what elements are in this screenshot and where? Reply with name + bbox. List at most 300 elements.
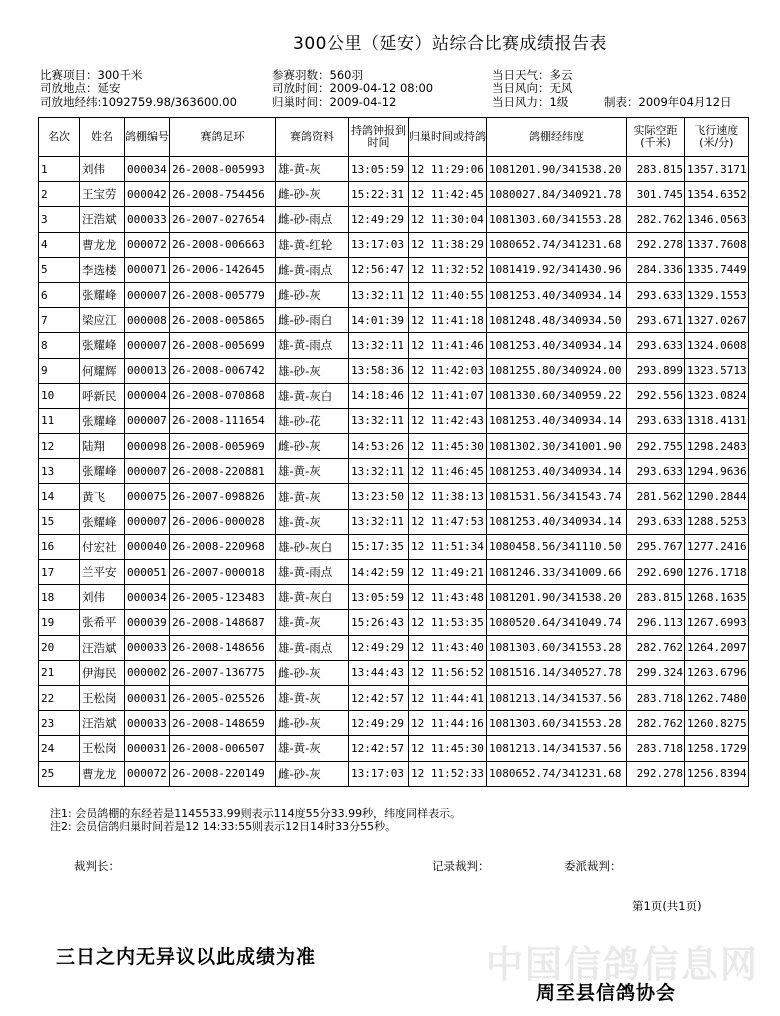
col-header-return-time: 归巢时间或持鸽 bbox=[409, 118, 487, 157]
cell-return-time: 12 11:41:18 bbox=[409, 308, 487, 333]
cell-clock-time: 13:17:03 bbox=[349, 232, 409, 257]
cell-clock-time: 13:05:59 bbox=[349, 585, 409, 610]
cell-clock-time: 14:53:26 bbox=[349, 434, 409, 459]
cell-speed: 1260.8275 bbox=[685, 711, 749, 736]
cell-loft-coords: 1081248.48/340934.50 bbox=[487, 308, 627, 333]
cell-distance: 282.762 bbox=[627, 635, 685, 660]
cell-distance: 293.633 bbox=[627, 509, 685, 534]
table-row bbox=[39, 560, 749, 585]
cell-loft-id: 000008 bbox=[125, 308, 170, 333]
cell-loft-id: 000075 bbox=[125, 484, 170, 509]
cell-rank: 10 bbox=[39, 383, 80, 408]
cell-rank: 14 bbox=[39, 484, 80, 509]
cell-loft-coords: 1081213.14/341537.56 bbox=[487, 685, 627, 710]
association-name: 周至县信鸽协会 bbox=[536, 982, 677, 1004]
cell-loft-id: 000033 bbox=[125, 711, 170, 736]
cell-distance: 293.671 bbox=[627, 308, 685, 333]
cell-return-time: 12 11:56:52 bbox=[409, 660, 487, 685]
cell-clock-time: 15:17:35 bbox=[349, 534, 409, 559]
cell-distance: 284.336 bbox=[627, 257, 685, 282]
cell-rank: 6 bbox=[39, 282, 80, 307]
cell-speed: 1324.0608 bbox=[685, 333, 749, 358]
table-row bbox=[39, 459, 749, 484]
info-weather: 当日天气：多云 bbox=[492, 68, 573, 82]
table-header-row bbox=[39, 118, 749, 157]
cell-loft-id: 000031 bbox=[125, 736, 170, 761]
cell-clock-time: 13:05:59 bbox=[349, 157, 409, 182]
cell-loft-coords: 1081516.14/340527.78 bbox=[487, 660, 627, 685]
cell-ring: 26-2008-006742 bbox=[170, 358, 276, 383]
cell-return-time: 12 11:41:07 bbox=[409, 383, 487, 408]
cell-pigeon-info: 雄-黄-灰 bbox=[276, 736, 349, 761]
cell-distance: 293.633 bbox=[627, 333, 685, 358]
cell-loft-id: 000013 bbox=[125, 358, 170, 383]
cell-loft-coords: 1081303.60/341553.28 bbox=[487, 635, 627, 660]
cell-name: 张希平 bbox=[80, 610, 125, 635]
cell-return-time: 12 11:51:34 bbox=[409, 534, 487, 559]
table-row bbox=[39, 232, 749, 257]
cell-clock-time: 12:49:29 bbox=[349, 711, 409, 736]
cell-name: 呼新民 bbox=[80, 383, 125, 408]
cell-loft-id: 000072 bbox=[125, 232, 170, 257]
cell-speed: 1263.6796 bbox=[685, 660, 749, 685]
cell-clock-time: 14:42:59 bbox=[349, 560, 409, 585]
cell-ring: 26-2008-148656 bbox=[170, 635, 276, 660]
cell-return-time: 12 11:52:33 bbox=[409, 761, 487, 786]
cell-return-time: 12 11:38:29 bbox=[409, 232, 487, 257]
cell-speed: 1256.8394 bbox=[685, 761, 749, 786]
cell-loft-coords: 1081303.60/341553.28 bbox=[487, 711, 627, 736]
table-row bbox=[39, 610, 749, 635]
cell-loft-coords: 1080458.56/341110.50 bbox=[487, 534, 627, 559]
cell-ring: 26-2008-005699 bbox=[170, 333, 276, 358]
cell-speed: 1323.0824 bbox=[685, 383, 749, 408]
cell-loft-coords: 1080652.74/341231.68 bbox=[487, 232, 627, 257]
cell-ring: 26-2005-025526 bbox=[170, 685, 276, 710]
cell-rank: 8 bbox=[39, 333, 80, 358]
cell-loft-coords: 1081303.60/341553.28 bbox=[487, 207, 627, 232]
cell-ring: 26-2008-006663 bbox=[170, 232, 276, 257]
cell-distance: 282.762 bbox=[627, 207, 685, 232]
cell-name: 伊海民 bbox=[80, 660, 125, 685]
col-header-ring: 赛鸽足环 bbox=[170, 118, 276, 157]
cell-name: 王松岗 bbox=[80, 685, 125, 710]
cell-speed: 1276.1718 bbox=[685, 560, 749, 585]
cell-ring: 26-2008-220968 bbox=[170, 534, 276, 559]
cell-ring: 26-2008-754456 bbox=[170, 182, 276, 207]
cell-distance: 283.815 bbox=[627, 585, 685, 610]
cell-return-time: 12 11:41:46 bbox=[409, 333, 487, 358]
cell-name: 兰平安 bbox=[80, 560, 125, 585]
table-row bbox=[39, 736, 749, 761]
cell-loft-id: 000007 bbox=[125, 282, 170, 307]
cell-name: 王松岗 bbox=[80, 736, 125, 761]
page-number: 第1页(共1页) bbox=[632, 899, 702, 913]
cell-rank: 22 bbox=[39, 685, 80, 710]
table-row bbox=[39, 207, 749, 232]
cell-ring: 26-2005-123483 bbox=[170, 585, 276, 610]
cell-ring: 26-2008-070868 bbox=[170, 383, 276, 408]
cell-rank: 15 bbox=[39, 509, 80, 534]
cell-ring: 26-2008-005993 bbox=[170, 157, 276, 182]
cell-loft-coords: 1081330.60/340959.22 bbox=[487, 383, 627, 408]
cell-distance: 292.755 bbox=[627, 434, 685, 459]
cell-pigeon-info: 雌-砂-雨白 bbox=[276, 308, 349, 333]
cell-speed: 1267.6993 bbox=[685, 610, 749, 635]
cell-return-time: 12 11:44:41 bbox=[409, 685, 487, 710]
cell-return-time: 12 11:45:30 bbox=[409, 434, 487, 459]
cell-return-time: 12 11:38:13 bbox=[409, 484, 487, 509]
cell-ring: 26-2006-000028 bbox=[170, 509, 276, 534]
cell-pigeon-info: 雄-砂-花 bbox=[276, 408, 349, 433]
info-wind-force: 当日风力：1级 bbox=[492, 95, 569, 109]
cell-speed: 1329.1553 bbox=[685, 282, 749, 307]
cell-pigeon-info: 雄-黄-灰白 bbox=[276, 585, 349, 610]
table-row bbox=[39, 711, 749, 736]
table-row bbox=[39, 257, 749, 282]
cell-name: 汪浩斌 bbox=[80, 711, 125, 736]
cell-distance: 296.113 bbox=[627, 610, 685, 635]
cell-loft-id: 000051 bbox=[125, 560, 170, 585]
cell-rank: 20 bbox=[39, 635, 80, 660]
objection-rule: 三日之内无异议以此成绩为准 bbox=[56, 946, 317, 968]
cell-rank: 13 bbox=[39, 459, 80, 484]
col-header-clock-time: 持鸽钟报到时间 bbox=[349, 118, 409, 157]
cell-pigeon-info: 雄-砂-灰白 bbox=[276, 534, 349, 559]
table-row bbox=[39, 534, 749, 559]
cell-speed: 1327.0267 bbox=[685, 308, 749, 333]
cell-loft-id: 000072 bbox=[125, 761, 170, 786]
table-row bbox=[39, 509, 749, 534]
cell-ring: 26-2008-005779 bbox=[170, 282, 276, 307]
table-row bbox=[39, 333, 749, 358]
cell-distance: 292.556 bbox=[627, 383, 685, 408]
cell-loft-id: 000042 bbox=[125, 182, 170, 207]
table-row bbox=[39, 358, 749, 383]
cell-name: 汪浩斌 bbox=[80, 207, 125, 232]
cell-loft-id: 000002 bbox=[125, 660, 170, 685]
cell-distance: 293.633 bbox=[627, 408, 685, 433]
cell-speed: 1337.7608 bbox=[685, 232, 749, 257]
cell-loft-id: 000034 bbox=[125, 585, 170, 610]
chief-judge-label: 裁判长： bbox=[74, 859, 120, 873]
cell-speed: 1288.5253 bbox=[685, 509, 749, 534]
info-race-item: 比赛项目：300千米 bbox=[40, 68, 143, 82]
cell-clock-time: 13:58:36 bbox=[349, 358, 409, 383]
cell-distance: 283.815 bbox=[627, 157, 685, 182]
cell-ring: 26-2008-005865 bbox=[170, 308, 276, 333]
cell-name: 张耀峰 bbox=[80, 408, 125, 433]
cell-rank: 24 bbox=[39, 736, 80, 761]
col-header-loft-coords: 鸽棚经纬度 bbox=[487, 118, 627, 157]
cell-name: 刘伟 bbox=[80, 157, 125, 182]
cell-loft-coords: 1081253.40/340934.14 bbox=[487, 333, 627, 358]
col-header-pigeon-info: 赛鸽资料 bbox=[276, 118, 349, 157]
cell-clock-time: 13:32:11 bbox=[349, 333, 409, 358]
cell-ring: 26-2008-148687 bbox=[170, 610, 276, 635]
cell-clock-time: 12:56:47 bbox=[349, 257, 409, 282]
cell-clock-time: 15:26:43 bbox=[349, 610, 409, 635]
table-row bbox=[39, 685, 749, 710]
cell-pigeon-info: 雌-砂-雨点 bbox=[276, 207, 349, 232]
cell-loft-id: 000039 bbox=[125, 610, 170, 635]
cell-rank: 25 bbox=[39, 761, 80, 786]
cell-clock-time: 13:32:11 bbox=[349, 408, 409, 433]
info-return-time: 归巢时间：2009-04-12 bbox=[272, 95, 397, 109]
cell-loft-id: 000007 bbox=[125, 408, 170, 433]
cell-pigeon-info: 雄-黄-雨点 bbox=[276, 560, 349, 585]
cell-ring: 26-2007-000018 bbox=[170, 560, 276, 585]
cell-loft-coords: 1081213.14/341537.56 bbox=[487, 736, 627, 761]
cell-ring: 26-2007-027654 bbox=[170, 207, 276, 232]
cell-pigeon-info: 雌-砂-灰 bbox=[276, 660, 349, 685]
cell-loft-coords: 1081419.92/341430.96 bbox=[487, 257, 627, 282]
table-row bbox=[39, 157, 749, 182]
table-row bbox=[39, 585, 749, 610]
cell-return-time: 12 11:47:53 bbox=[409, 509, 487, 534]
cell-clock-time: 15:22:31 bbox=[349, 182, 409, 207]
cell-name: 黄飞 bbox=[80, 484, 125, 509]
cell-distance: 282.762 bbox=[627, 711, 685, 736]
cell-ring: 26-2007-136775 bbox=[170, 660, 276, 685]
cell-name: 曹龙龙 bbox=[80, 232, 125, 257]
cell-loft-id: 000034 bbox=[125, 157, 170, 182]
cell-return-time: 12 11:49:21 bbox=[409, 560, 487, 585]
cell-distance: 292.278 bbox=[627, 232, 685, 257]
info-wind-direction: 当日风向：无风 bbox=[492, 81, 573, 95]
cell-distance: 293.633 bbox=[627, 459, 685, 484]
cell-loft-coords: 1080520.64/341049.74 bbox=[487, 610, 627, 635]
cell-name: 刘伟 bbox=[80, 585, 125, 610]
cell-name: 曹龙龙 bbox=[80, 761, 125, 786]
cell-distance: 281.562 bbox=[627, 484, 685, 509]
cell-pigeon-info: 雌-砂-灰 bbox=[276, 434, 349, 459]
col-header-distance: 实际空距(千米) bbox=[627, 118, 685, 157]
cell-loft-id: 000031 bbox=[125, 685, 170, 710]
cell-loft-id: 000033 bbox=[125, 207, 170, 232]
table-row bbox=[39, 282, 749, 307]
cell-loft-coords: 1081201.90/341538.20 bbox=[487, 585, 627, 610]
table-row bbox=[39, 408, 749, 433]
cell-speed: 1268.1635 bbox=[685, 585, 749, 610]
cell-rank: 21 bbox=[39, 660, 80, 685]
info-release-place: 司放地点：延安 bbox=[40, 81, 121, 95]
cell-loft-coords: 1081255.80/340924.00 bbox=[487, 358, 627, 383]
cell-distance: 292.690 bbox=[627, 560, 685, 585]
cell-clock-time: 13:44:43 bbox=[349, 660, 409, 685]
cell-speed: 1294.9636 bbox=[685, 459, 749, 484]
cell-name: 陆翔 bbox=[80, 434, 125, 459]
table-row bbox=[39, 761, 749, 786]
cell-clock-time: 12:42:57 bbox=[349, 685, 409, 710]
cell-clock-time: 13:32:11 bbox=[349, 509, 409, 534]
col-header-name: 姓名 bbox=[80, 118, 125, 157]
cell-pigeon-info: 雄-黄-灰白 bbox=[276, 383, 349, 408]
cell-pigeon-info: 雄-黄-红轮 bbox=[276, 232, 349, 257]
cell-name: 李选楼 bbox=[80, 257, 125, 282]
cell-loft-coords: 1081201.90/341538.20 bbox=[487, 157, 627, 182]
cell-return-time: 12 11:43:40 bbox=[409, 635, 487, 660]
cell-loft-coords: 1081531.56/341543.74 bbox=[487, 484, 627, 509]
cell-ring: 26-2008-220149 bbox=[170, 761, 276, 786]
table-row bbox=[39, 308, 749, 333]
cell-distance: 295.767 bbox=[627, 534, 685, 559]
cell-name: 张耀峰 bbox=[80, 333, 125, 358]
cell-pigeon-info: 雌-砂-灰 bbox=[276, 182, 349, 207]
cell-speed: 1277.2416 bbox=[685, 534, 749, 559]
cell-name: 王宝劳 bbox=[80, 182, 125, 207]
cell-distance: 301.745 bbox=[627, 182, 685, 207]
cell-pigeon-info: 雄-黄-雨点 bbox=[276, 333, 349, 358]
cell-rank: 17 bbox=[39, 560, 80, 585]
cell-pigeon-info: 雌-砂-灰 bbox=[276, 282, 349, 307]
cell-name: 何耀辉 bbox=[80, 358, 125, 383]
col-header-speed: 飞行速度(米/分) bbox=[685, 118, 749, 157]
cell-rank: 1 bbox=[39, 157, 80, 182]
cell-return-time: 12 11:46:45 bbox=[409, 459, 487, 484]
info-made-date: 制表：2009年04月12日 bbox=[604, 95, 732, 109]
cell-return-time: 12 11:42:45 bbox=[409, 182, 487, 207]
cell-distance: 293.899 bbox=[627, 358, 685, 383]
cell-clock-time: 13:32:11 bbox=[349, 459, 409, 484]
cell-loft-id: 000004 bbox=[125, 383, 170, 408]
cell-name: 张耀峰 bbox=[80, 459, 125, 484]
cell-distance: 292.278 bbox=[627, 761, 685, 786]
cell-rank: 16 bbox=[39, 534, 80, 559]
cell-speed: 1346.0563 bbox=[685, 207, 749, 232]
cell-loft-id: 000007 bbox=[125, 459, 170, 484]
cell-ring: 26-2008-220881 bbox=[170, 459, 276, 484]
cell-speed: 1258.1729 bbox=[685, 736, 749, 761]
cell-pigeon-info: 雄-黄-灰 bbox=[276, 685, 349, 710]
cell-loft-id: 000071 bbox=[125, 257, 170, 282]
cell-speed: 1323.5713 bbox=[685, 358, 749, 383]
info-entries: 参赛羽数：560羽 bbox=[272, 68, 363, 82]
cell-clock-time: 12:49:29 bbox=[349, 207, 409, 232]
cell-loft-coords: 1081253.40/340934.14 bbox=[487, 459, 627, 484]
cell-ring: 26-2007-098826 bbox=[170, 484, 276, 509]
cell-clock-time: 12:42:57 bbox=[349, 736, 409, 761]
table-row bbox=[39, 635, 749, 660]
cell-ring: 26-2008-111654 bbox=[170, 408, 276, 433]
cell-return-time: 12 11:32:52 bbox=[409, 257, 487, 282]
cell-clock-time: 14:18:46 bbox=[349, 383, 409, 408]
cell-clock-time: 13:17:03 bbox=[349, 761, 409, 786]
cell-clock-time: 14:01:39 bbox=[349, 308, 409, 333]
cell-ring: 26-2008-006507 bbox=[170, 736, 276, 761]
cell-pigeon-info: 雌-砂-灰 bbox=[276, 761, 349, 786]
table-row bbox=[39, 434, 749, 459]
cell-return-time: 12 11:40:55 bbox=[409, 282, 487, 307]
cell-speed: 1262.7480 bbox=[685, 685, 749, 710]
cell-pigeon-info: 雌-砂-灰 bbox=[276, 711, 349, 736]
table-row bbox=[39, 660, 749, 685]
cell-name: 梁应江 bbox=[80, 308, 125, 333]
cell-return-time: 12 11:42:43 bbox=[409, 408, 487, 433]
cell-clock-time: 13:23:50 bbox=[349, 484, 409, 509]
cell-pigeon-info: 雄-黄-灰 bbox=[276, 484, 349, 509]
delegate-judge-label: 委派裁判： bbox=[564, 859, 622, 873]
cell-loft-coords: 1080652.74/341231.68 bbox=[487, 761, 627, 786]
cell-rank: 23 bbox=[39, 711, 80, 736]
cell-loft-id: 000007 bbox=[125, 509, 170, 534]
cell-speed: 1354.6352 bbox=[685, 182, 749, 207]
cell-name: 汪浩斌 bbox=[80, 635, 125, 660]
note-2: 注2: 会员信鸽归巢时间若是12 14:33:55则表示12日14时33分55秒。 bbox=[50, 820, 397, 833]
cell-return-time: 12 11:30:04 bbox=[409, 207, 487, 232]
report-title: 300公里（延安）站综合比赛成绩报告表 bbox=[293, 34, 607, 54]
cell-rank: 7 bbox=[39, 308, 80, 333]
cell-loft-id: 000033 bbox=[125, 635, 170, 660]
cell-loft-coords: 1080027.84/340921.78 bbox=[487, 182, 627, 207]
cell-ring: 26-2008-005969 bbox=[170, 434, 276, 459]
cell-rank: 5 bbox=[39, 257, 80, 282]
cell-clock-time: 13:32:11 bbox=[349, 282, 409, 307]
col-header-loft-id: 鸽棚编号 bbox=[125, 118, 170, 157]
cell-pigeon-info: 雄-黄-灰 bbox=[276, 157, 349, 182]
col-header-rank: 名次 bbox=[39, 118, 80, 157]
cell-loft-coords: 1081246.33/341009.66 bbox=[487, 560, 627, 585]
cell-rank: 11 bbox=[39, 408, 80, 433]
cell-rank: 2 bbox=[39, 182, 80, 207]
record-judge-label: 记录裁判： bbox=[432, 859, 490, 873]
cell-pigeon-info: 雄-黄-灰 bbox=[276, 509, 349, 534]
cell-loft-coords: 1081253.40/340934.14 bbox=[487, 282, 627, 307]
cell-loft-coords: 1081302.30/341001.90 bbox=[487, 434, 627, 459]
cell-return-time: 12 11:43:48 bbox=[409, 585, 487, 610]
cell-distance: 293.633 bbox=[627, 282, 685, 307]
cell-speed: 1264.2097 bbox=[685, 635, 749, 660]
cell-return-time: 12 11:45:30 bbox=[409, 736, 487, 761]
cell-loft-id: 000007 bbox=[125, 333, 170, 358]
results-table bbox=[38, 117, 749, 787]
notes bbox=[50, 807, 461, 833]
cell-clock-time: 12:49:29 bbox=[349, 635, 409, 660]
cell-ring: 26-2008-148659 bbox=[170, 711, 276, 736]
cell-ring: 26-2006-142645 bbox=[170, 257, 276, 282]
cell-speed: 1290.2844 bbox=[685, 484, 749, 509]
cell-name: 张耀峰 bbox=[80, 509, 125, 534]
cell-return-time: 12 11:42:03 bbox=[409, 358, 487, 383]
cell-speed: 1335.7449 bbox=[685, 257, 749, 282]
cell-distance: 283.718 bbox=[627, 685, 685, 710]
cell-loft-coords: 1081253.40/340934.14 bbox=[487, 509, 627, 534]
note-1: 注1: 会员鸽棚的东经若是1145533.99则表示114度55分33.99秒，纬度同样表示。 bbox=[50, 807, 462, 820]
cell-rank: 18 bbox=[39, 585, 80, 610]
cell-speed: 1318.4131 bbox=[685, 408, 749, 433]
cell-pigeon-info: 雄-黄-雨点 bbox=[276, 635, 349, 660]
cell-distance: 283.718 bbox=[627, 736, 685, 761]
cell-speed: 1357.3171 bbox=[685, 157, 749, 182]
cell-rank: 19 bbox=[39, 610, 80, 635]
cell-return-time: 12 11:44:16 bbox=[409, 711, 487, 736]
info-release-time: 司放时间：2009-04-12 08:00 bbox=[272, 81, 434, 95]
cell-loft-id: 000098 bbox=[125, 434, 170, 459]
table-row bbox=[39, 484, 749, 509]
cell-loft-coords: 1081253.40/340934.14 bbox=[487, 408, 627, 433]
site-watermark: 中国信鸽信息网 bbox=[486, 943, 759, 986]
cell-rank: 9 bbox=[39, 358, 80, 383]
cell-rank: 12 bbox=[39, 434, 80, 459]
cell-rank: 4 bbox=[39, 232, 80, 257]
cell-name: 付宏社 bbox=[80, 534, 125, 559]
table-row bbox=[39, 383, 749, 408]
cell-pigeon-info: 雄-黄-灰 bbox=[276, 459, 349, 484]
info-release-coords: 司放地经纬:1092759.98/363600.00 bbox=[40, 95, 237, 109]
cell-pigeon-info: 雄-黄-灰 bbox=[276, 610, 349, 635]
cell-return-time: 12 11:53:35 bbox=[409, 610, 487, 635]
cell-rank: 3 bbox=[39, 207, 80, 232]
